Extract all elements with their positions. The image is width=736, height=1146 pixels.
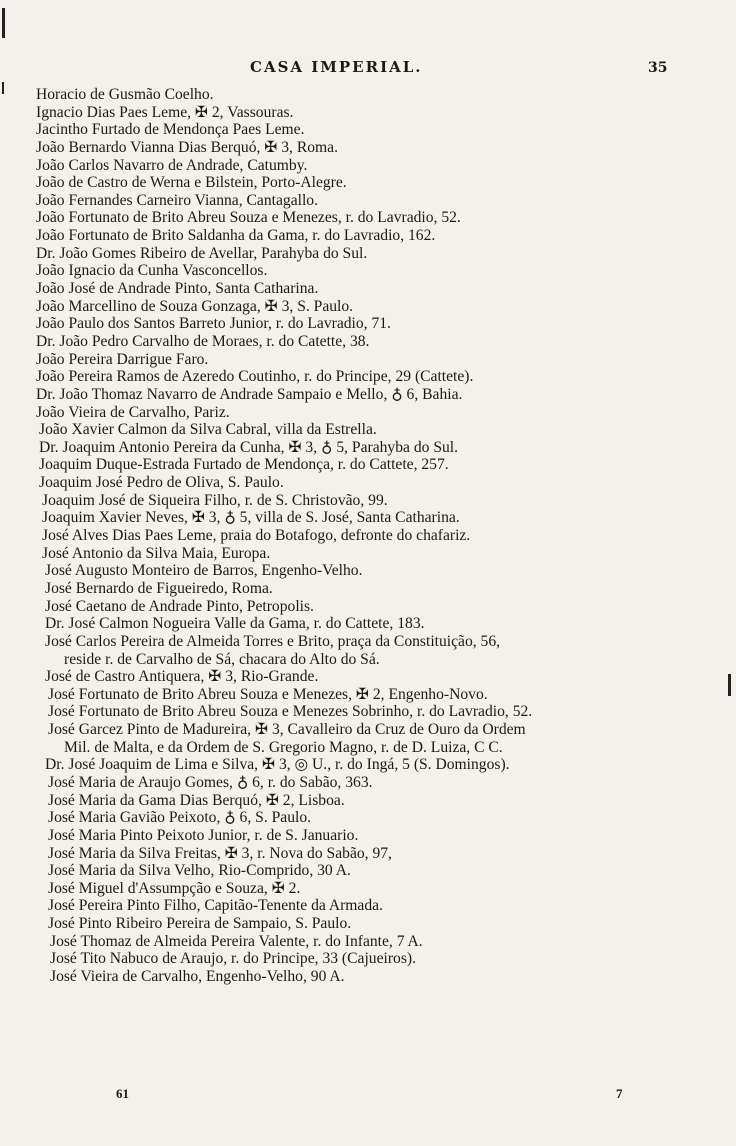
list-item: José Tito Nabuco de Araujo, r. do Principe, 33 (Cajueiros). — [50, 950, 416, 968]
list-item: José Fortunato de Brito Abreu Souza e Menezes Sobrinho, r. do Lavradio, 52. — [48, 703, 533, 721]
list-item: José Maria da Silva Velho, Rio-Comprido, 30 A. — [48, 862, 351, 880]
list-item: José Carlos Pereira de Almeida Torres e Brito, praça da Constituição, 56, — [45, 632, 501, 650]
list-item: José Miguel d'Assumpção e Souza, ✠ 2. — [48, 879, 301, 897]
list-item: Joaquim Duque-Estrada Furtado de Mendonça, r. do Cattete, 257. — [39, 456, 449, 474]
list-item: Horacio de Gusmão Coelho. — [36, 86, 214, 103]
list-item: Joaquim Xavier Neves, ✠ 3, ♁ 5, villa de S. José, Santa Catharina. — [42, 509, 460, 527]
list-item: José Garcez Pinto de Madureira, ✠ 3, Cavalleiro da Cruz de Ouro da Ordem — [48, 721, 526, 739]
list-item: João Pereira Ramos de Azeredo Coutinho, r. do Principe, 29 (Cattete). — [36, 368, 474, 386]
page-footer — [0, 1086, 736, 1106]
list-item: José de Castro Antiquera, ✠ 3, Rio-Grande. — [45, 668, 319, 686]
footer-mark: 7 — [616, 1086, 623, 1101]
page-number: 35 — [648, 60, 668, 76]
list-item: Dr. João Pedro Carvalho de Moraes, r. do Catette, 38. — [36, 332, 370, 350]
signature-mark: 61 — [116, 1086, 129, 1101]
list-item: Dr. José Joaquim de Lima e Silva, ✠ 3, ◎ U., r. do Ingá, 5 (S. Domingos). — [45, 756, 510, 774]
list-item: Jacintho Furtado de Mendonça Paes Leme. — [36, 121, 305, 139]
list-item: Dr. João Thomaz Navarro de Andrade Sampaio e Mello, ♁ 6, Bahia. — [36, 385, 463, 403]
list-item: José Fortunato de Brito Abreu Souza e Menezes, ✠ 2, Engenho-Novo. — [48, 685, 488, 703]
list-item: Dr. João Gomes Ribeiro de Avellar, Parahyba do Sul. — [36, 244, 368, 262]
list-item: João Carlos Navarro de Andrade, Catumby. — [36, 156, 308, 174]
list-item: José Thomaz de Almeida Pereira Valente, r. do Infante, 7 A. — [50, 932, 423, 950]
list-item: José Antonio da Silva Maia, Europa. — [42, 544, 271, 562]
list-item: João Paulo dos Santos Barreto Junior, r. do Lavradio, 71. — [36, 315, 391, 333]
list-item: José Alves Dias Paes Leme, praia do Botafogo, defronte do chafariz. — [42, 527, 471, 545]
list-item: José Maria da Silva Freitas, ✠ 3, r. Nova do Sabão, 97, — [48, 844, 392, 862]
list-item: João Xavier Calmon da Silva Cabral, villa da Estrella. — [39, 421, 377, 439]
list-item: João Fortunato de Brito Abreu Souza e Menezes, r. do Lavradio, 52. — [36, 209, 461, 227]
list-item: José Maria da Gama Dias Berquó, ✠ 2, Lisboa. — [48, 791, 345, 809]
list-item: José Maria Pinto Peixoto Junior, r. de S. Januario. — [48, 826, 359, 844]
list-item: José Pinto Ribeiro Pereira de Sampaio, S. Paulo. — [48, 915, 352, 933]
list-item: João Ignacio da Cunha Vasconcellos. — [36, 262, 268, 280]
list-item: João José de Andrade Pinto, Santa Catharina. — [36, 280, 319, 298]
list-item-continuation: Mil. de Malta, e da Ordem de S. Gregorio Magno, r. de D. Luiza, C C. — [64, 738, 503, 756]
list-item: José Augusto Monteiro de Barros, Engenho-Velho. — [45, 562, 363, 580]
page-title: CASA IMPERIAL. — [250, 58, 423, 76]
list-item-continuation: reside r. de Carvalho de Sá, chacara do Alto do Sá. — [64, 650, 380, 668]
list-item: José Bernardo de Figueiredo, Roma. — [45, 579, 273, 597]
list-item: Dr. José Calmon Nogueira Valle da Gama, r. do Cattete, 183. — [45, 615, 425, 633]
list-item: Dr. Joaquim Antonio Pereira da Cunha, ✠ 3, ♁ 5, Parahyba do Sul. — [39, 438, 459, 456]
list-item: José Maria Gavião Peixoto, ♁ 6, S. Paulo. — [48, 809, 312, 827]
list-item: João Bernardo Vianna Dias Berquó, ✠ 3, Roma. — [36, 138, 338, 156]
list-item: João Vieira de Carvalho, Pariz. — [36, 403, 230, 421]
list-item: João Fernandes Carneiro Vianna, Cantagallo. — [36, 191, 318, 209]
list-item: José Caetano de Andrade Pinto, Petropolis. — [45, 597, 314, 615]
page-header — [0, 58, 736, 82]
left-edge-mark — [2, 82, 4, 94]
name-list — [36, 86, 716, 986]
list-item: João de Castro de Werna e Bilstein, Porto-Alegre. — [36, 174, 347, 192]
list-item: José Maria de Araujo Gomes, ♁ 6, r. do Sabão, 363. — [48, 773, 373, 791]
list-item: José Vieira de Carvalho, Engenho-Velho, 90 A. — [50, 968, 345, 986]
right-edge-mark — [728, 674, 731, 696]
list-item: José Pereira Pinto Filho, Capitão-Tenente da Armada. — [48, 897, 383, 915]
list-item: Joaquim José de Siqueira Filho, r. de S. Christovão, 99. — [42, 491, 388, 509]
list-item: João Marcellino de Souza Gonzaga, ✠ 3, S. Paulo. — [36, 297, 354, 315]
list-item: Ignacio Dias Paes Leme, ✠ 2, Vassouras. — [36, 103, 294, 121]
list-item: João Pereira Darrigue Faro. — [36, 350, 209, 368]
left-edge-mark — [2, 8, 5, 38]
list-item: Joaquim José Pedro de Oliva, S. Paulo. — [39, 474, 284, 492]
list-item: João Fortunato de Brito Saldanha da Gama, r. do Lavradio, 162. — [36, 227, 436, 245]
